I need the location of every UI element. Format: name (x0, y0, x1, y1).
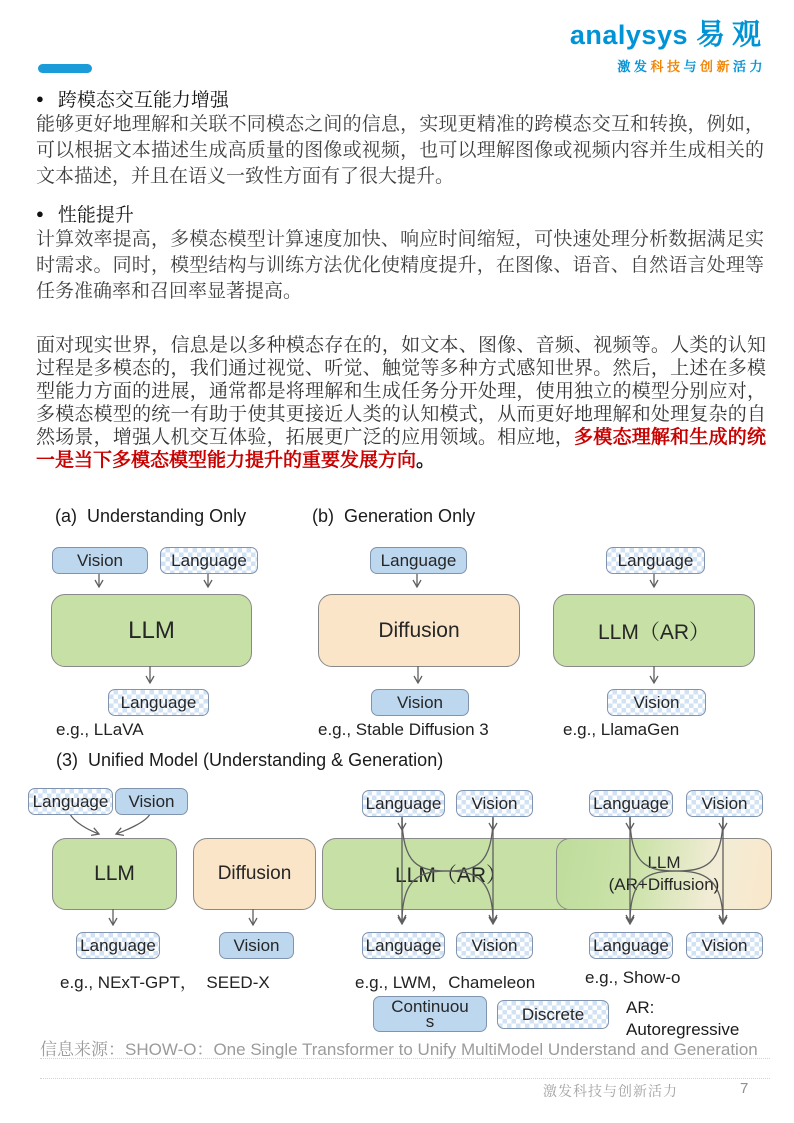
caption-u1: e.g., NExT-GPT， SEED-X (60, 973, 270, 992)
logo-brand-cn: 易观 (695, 19, 768, 51)
language-output-box-u1: Language (76, 932, 160, 959)
language-input-box-u3: Language (589, 790, 673, 817)
caption-b: e.g., Stable Diffusion 3 (318, 720, 489, 739)
summary-paragraph (36, 334, 766, 472)
legend-continuous-label: Continuous (391, 997, 469, 1031)
section-title-2 (36, 200, 134, 227)
language-input-box-a: Language (160, 547, 258, 574)
logo-tagline: 激发科技与创新活力 (617, 59, 766, 74)
vision-input-box-u3: Vision (686, 790, 763, 817)
caption-u3: e.g., Show-o (585, 968, 681, 987)
language-input-box-u1: Language (28, 788, 113, 815)
vision-output-box-u3: Vision (686, 932, 763, 959)
vision-input-box-u1: Vision (115, 788, 188, 815)
section-body-2: 计算效率提高，多模态模型计算速度加快、响应时间缩短，可快速处理分析数据满足实时需求。同时，模型结构与训练方法优化使精度提升，在图像、语音、自然语言处理等任务准确率和召回率显著提高。 (36, 229, 764, 302)
language-output-box-u3: Language (589, 932, 673, 959)
model-label-line2: (AR+Diffusion) (608, 875, 720, 894)
logo-row (570, 12, 768, 53)
model-label-line1: LLM (647, 853, 681, 872)
llm-ar-diffusion-model-box-u3 (556, 838, 772, 910)
llm-model-box-u1: LLM (52, 838, 177, 910)
bullet-icon: ● (36, 206, 44, 221)
language-output-box-a: Language (108, 689, 209, 716)
section-title-1 (36, 85, 229, 112)
llm-ar-model-box-c: LLM（AR） (553, 594, 755, 667)
accent-dash (38, 64, 92, 73)
language-output-box-u2: Language (362, 932, 445, 959)
diffusion-model-box-b: Diffusion (318, 594, 520, 667)
source-note: 信息来源：SHOW-O：One Single Transformer to Unify MultiModel Understand and Generation (40, 1040, 758, 1059)
vision-output-box-c: Vision (607, 689, 706, 716)
footer-slogan: 激发科技与创新活力 (543, 1083, 678, 1099)
caption-a: e.g., LLaVA (56, 720, 144, 739)
section-title-text: 跨模态交互能力增强 (57, 90, 229, 111)
analysys-logo (570, 12, 768, 75)
legend-discrete-box: Discrete (497, 1000, 609, 1029)
llm-model-box-a: LLM (51, 594, 252, 667)
section-title-text: 性能提升 (57, 205, 134, 226)
vision-output-box-u2: Vision (456, 932, 533, 959)
page-number: 7 (740, 1080, 749, 1097)
language-input-box-b: Language (370, 547, 467, 574)
vision-input-box-u2: Vision (456, 790, 533, 817)
dotted-rule (40, 1078, 770, 1079)
section-body-1: 能够更好地理解和关联不同模态之间的信息，实现更精准的跨模态交互和转换，例如，可以根据文本描述生成高质量的图像或视频，也可以理解图像或视频内容并生成相关的文本描述，并且在语义一致性方面有了很大提升。 (36, 114, 764, 187)
vision-output-box-u1: Vision (219, 932, 294, 959)
summary-tail: 。 (416, 450, 436, 471)
diagram-label-unified: (3) Unified Model (Understanding & Generation) (56, 750, 444, 770)
language-input-box-u2: Language (362, 790, 445, 817)
llm-ar-model-box-u2: LLM（AR） (322, 838, 580, 910)
summary-highlight-text: 多模态理解和生成的统一是当下多模态模型能力提升的重要发展方向 (36, 427, 766, 471)
bullet-icon: ● (36, 91, 44, 106)
summary-normal-text: 面对现实世界，信息是以多种模态存在的，如文本、图像、音频、视频等。人类的认知过程是多模态的，我们通过视觉、听觉、触觉等多种方式感知世界。然后，上述在多模型能力方面的进展，通常都是将理解和生成任务分开处理，使用独立的模型分别应对，多模态模型的统一有助于使其更接近人类的认知模式，从而更好地理解和处理复杂的自然场景，增强人机交互体验，拓展更广泛的应用领域。相应地， (36, 335, 766, 448)
diagram-label-b: (b) Generation Only (312, 506, 476, 526)
caption-u2: e.g., LWM，Chameleon (355, 973, 536, 992)
legend-continuous-box (373, 996, 487, 1032)
vision-output-box-b: Vision (371, 689, 469, 716)
vision-input-box-a: Vision (52, 547, 148, 574)
diagram-label-a: (a) Understanding Only (55, 506, 247, 526)
caption-c: e.g., LlamaGen (563, 720, 680, 739)
diffusion-model-box-u1: Diffusion (193, 838, 316, 910)
language-input-box-c: Language (606, 547, 705, 574)
logo-brand-en: analysys (569, 20, 688, 50)
legend-ar-label: AR: Autoregressive (626, 998, 740, 1039)
